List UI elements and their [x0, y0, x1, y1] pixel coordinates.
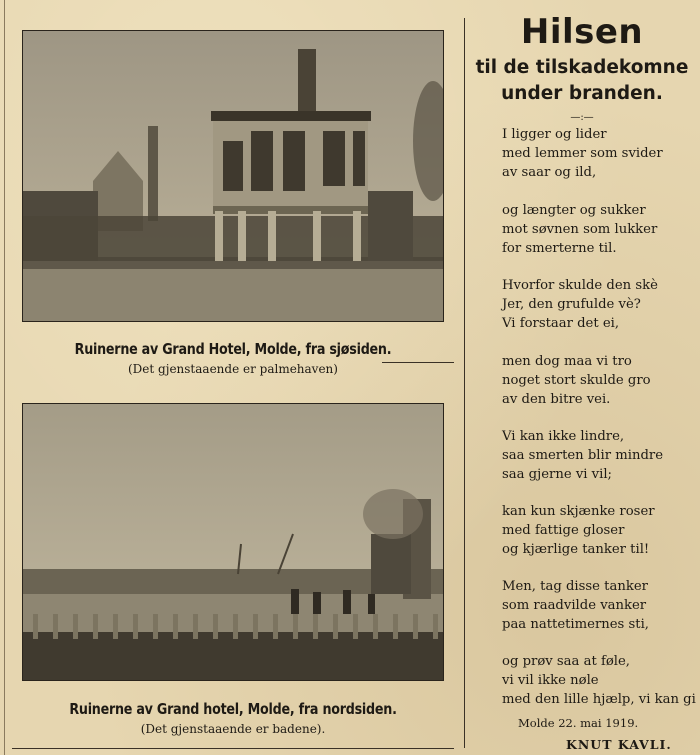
page-edge [4, 0, 5, 755]
poem-subtitle-line2: under branden. [501, 83, 663, 104]
poem-stanza [502, 577, 698, 635]
poem-line: og kjærlige tanker til! [502, 542, 650, 558]
section-rule [382, 362, 454, 363]
photo-hotel-ruins-north-side [22, 403, 444, 681]
poem-line: som raadvilde vanker [502, 598, 647, 614]
poem-line: Vi kan ikke lindre, [502, 429, 625, 444]
ornament-divider: —:— [570, 112, 594, 123]
poem-line: mot søvnen som lukker [502, 222, 658, 238]
poem-line: og prøv saa at føle, [502, 654, 630, 669]
column-divider [464, 18, 465, 748]
poem-line: med den lille hjælp, vi kan gi [502, 692, 696, 708]
poem-line: av den bitre vei. [502, 392, 611, 408]
poem-author: KNUT KAVLI. [566, 737, 672, 752]
poem-stanza [502, 201, 698, 259]
poem-line: Vi forstaar det ei, [502, 316, 620, 332]
poem-stanza [502, 352, 698, 410]
poem-stanza [502, 502, 698, 560]
poem-line: Jer, den grufulde vè? [502, 297, 641, 313]
poem-line: og længter og sukker [502, 203, 646, 218]
poem-line: saa smerten blir mindre [502, 448, 663, 464]
poem-line: Hvorfor skulde den skè [502, 278, 658, 293]
poem-stanza [502, 125, 698, 183]
poem-line: noget stort skulde gro [502, 373, 651, 389]
poem-line: saa gjerne vi vil; [502, 467, 613, 483]
poem-place-date: Molde 22. mai 1919. [518, 716, 639, 730]
poem-line: Men, tag disse tanker [502, 579, 648, 594]
poem-line: kan kun skjænke roser [502, 504, 655, 519]
poem-line: I ligger og lider [502, 127, 607, 142]
poem-stanza [502, 652, 698, 710]
poem-title: Hilsen [520, 12, 644, 52]
poem-line: paa nattetimernes sti, [502, 617, 649, 633]
poem-stanza [502, 276, 698, 334]
photo-top-subcaption: (Det gjenstaaende er palmehaven) [128, 362, 338, 376]
poem-line: med fattige gloser [502, 523, 625, 539]
bottom-rule [12, 748, 454, 749]
photo-top-caption: Ruinerne av Grand Hotel, Molde, fra sjøsiden. [74, 340, 392, 358]
photo-bottom-caption: Ruinerne av Grand hotel, Molde, fra nordsiden. [69, 700, 397, 718]
poem-line: vi vil ikke nøle [502, 673, 599, 689]
poem-subtitle-line1: til de tilskadekomne [475, 57, 689, 78]
poem-line: av saar og ild, [502, 165, 597, 181]
poem-stanza [502, 427, 698, 485]
poem-line: men dog maa vi tro [502, 354, 632, 369]
poem-line: med lemmer som svider [502, 146, 663, 162]
photo-bottom-subcaption: (Det gjenstaaende er badene). [140, 722, 326, 736]
photo-hotel-ruins-sea-side [22, 30, 444, 322]
poem-line: for smerterne til. [502, 241, 617, 257]
